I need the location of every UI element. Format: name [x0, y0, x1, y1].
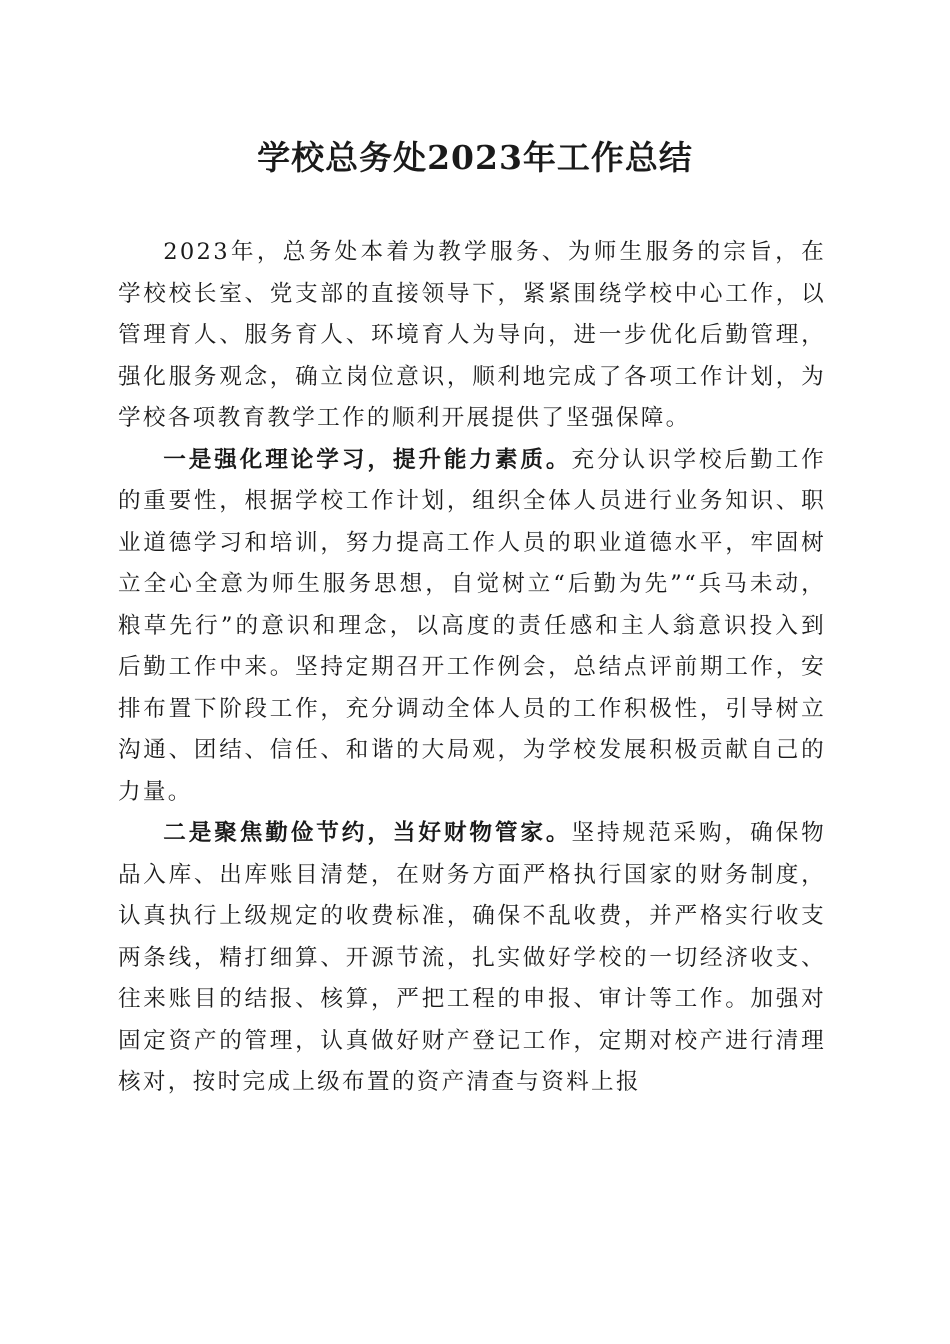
- paragraph-text: 坚持规范采购，确保物品入库、出库账目清楚，在财务方面严格执行国家的财务制度，认真执行上级规定的收费标准，确保不乱收费，并严格实行收支两条线，精打细算、开源节流，扎实做好学校的一切经济收支、往来账目的结报、核算，严把工程的申报、审计等工作。加强对固定资产的管理，认真做好财产登记工作，定期对校产进行清理核对，按时完成上级布置的资产清查与资料上报: [118, 820, 826, 1095]
- paragraph-text: 充分认识学校后勤工作的重要性，根据学校工作计划，组织全体人员进行业务知识、职业道德学习和培训，努力提高工作人员的职业道德水平，牢固树立全心全意为师生服务思想，自觉树立“后勤为先”“兵马未动，粮草先行”的意识和理念，以高度的责任感和主人翁意识投入到后勤工作中来。坚持定期召开工作例会，总结点评前期工作，安排布置下阶段工作，充分调动全体人员的工作积极性，引导树立沟通、团结、信任、和谐的大局观，为学校发展积极贡献自己的力量。: [118, 446, 826, 805]
- document-body: [118, 232, 826, 1104]
- document-title: 学校总务处2023年工作总结: [257, 138, 693, 177]
- paragraph-thrift: [118, 813, 826, 1104]
- paragraph-lead: 二是聚焦勤俭节约，当好财物管家。: [163, 820, 572, 846]
- paragraph-intro: [118, 232, 826, 440]
- paragraph-theory-study: [118, 440, 826, 814]
- paragraph-text: 2023年，总务处本着为教学服务、为师生服务的宗旨，在学校校长室、党支部的直接领导下，紧紧围绕学校中心工作，以管理育人、服务育人、环境育人为导向，进一步优化后勤管理，强化服务观念，确立岗位意识，顺利地完成了各项工作计划，为学校各项教育教学工作的顺利开展提供了坚强保障。: [118, 239, 826, 431]
- paragraph-lead: 一是强化理论学习，提升能力素质。: [163, 446, 572, 473]
